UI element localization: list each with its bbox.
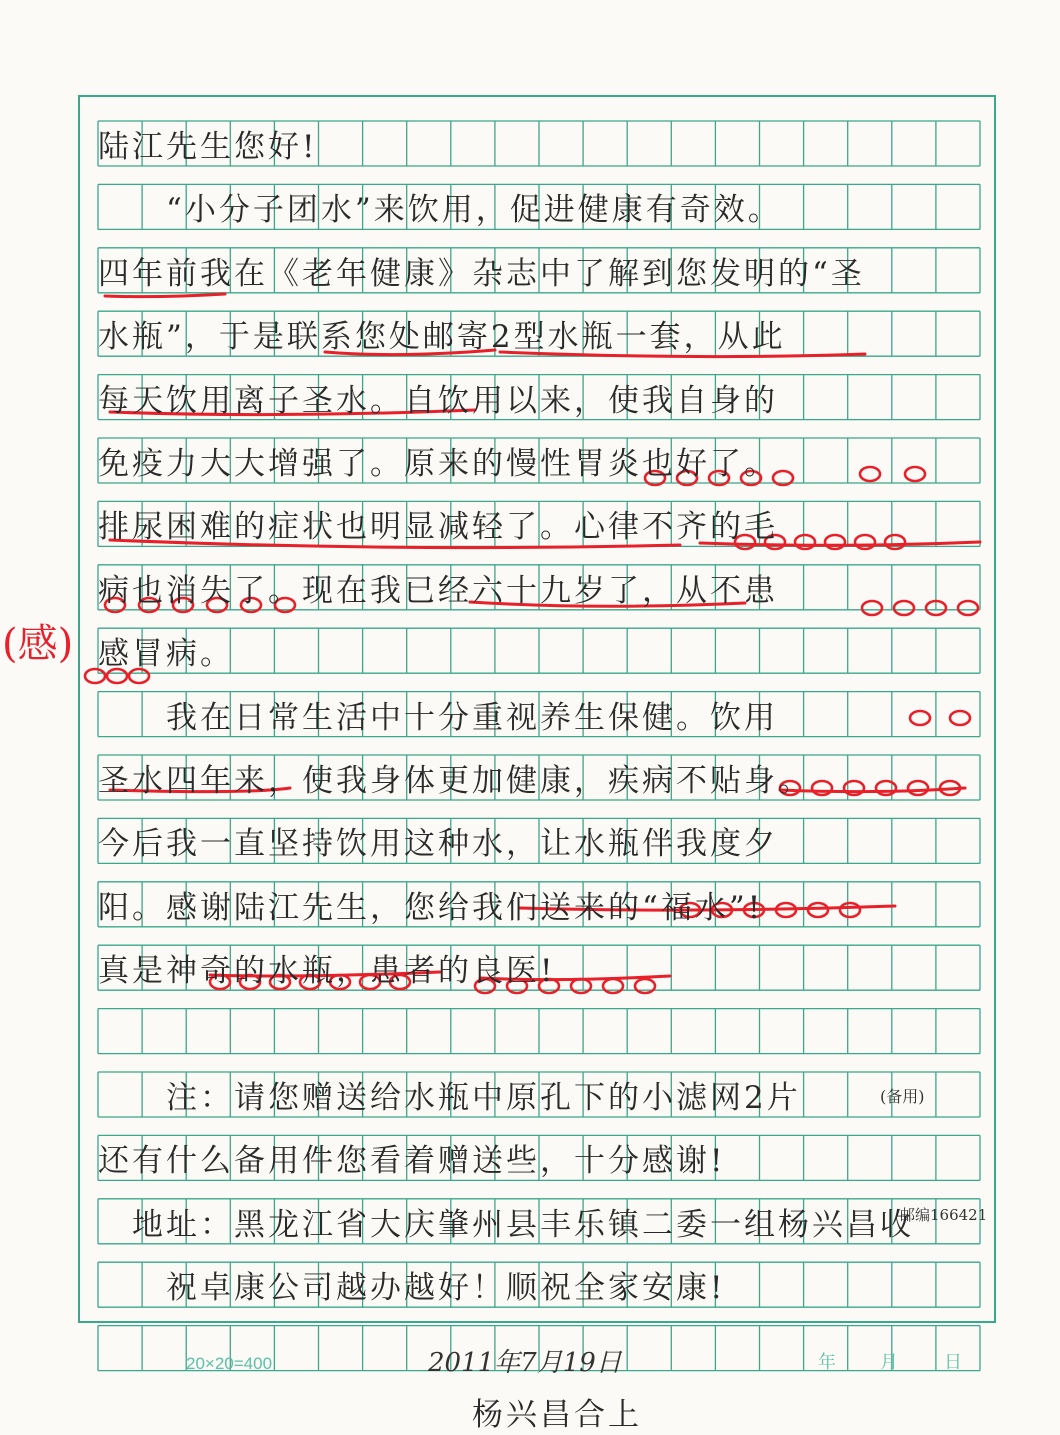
letter-line-15 bbox=[98, 1015, 978, 1055]
letter-line-4: 水瓶”，于是联系您处邮寄2型水瓶一套，从此 bbox=[98, 319, 786, 356]
letter-line-21: 杨兴昌合上 bbox=[98, 1397, 642, 1433]
letter-line-1: 陆江先生您好! bbox=[98, 129, 318, 165]
letter-line-14: 真是神奇的水瓶，患者的良医! bbox=[98, 953, 556, 990]
margin-correction-close: ) bbox=[57, 621, 74, 667]
letter-line-17: 还有什么备用件您看着赠送些，十分感谢! bbox=[98, 1143, 726, 1180]
letter-line-11: 圣水四年来，使我身体更加健康，疾病不贴身。 bbox=[98, 763, 812, 799]
grid-size-label: 20×20=400 bbox=[186, 1354, 273, 1373]
letter-line-19: 祝卓康公司越办越好！顺祝全家安康! bbox=[98, 1270, 726, 1307]
postcode: 邮编166421 bbox=[900, 1206, 988, 1224]
letter-line-5: 每天饮用离子圣水。自饮用以来，使我自身的 bbox=[98, 382, 778, 419]
date-month-label: 月 bbox=[880, 1352, 898, 1372]
margin-correction-char: 感 bbox=[17, 621, 58, 667]
letter-line-10: 我在日常生活中十分重视养生保健。饮用 bbox=[98, 699, 778, 736]
letter-line-2: “小分子团水”来饮用，促进健康有奇效。 bbox=[98, 192, 782, 229]
letter-line-13: 阳。感谢陆江先生，您给我们送来的“福水”! bbox=[98, 889, 764, 926]
letter-line-9: 感冒病。 bbox=[98, 636, 234, 673]
letter-line-6: 免疫力大大增强了。原来的慢性胃炎也好了。 bbox=[98, 446, 778, 482]
letter-line-12: 今后我一直坚持饮用这种水，让水瓶伴我度夕 bbox=[98, 826, 778, 863]
letter-line-18: 地址：黑龙江省大庆肇州县丰乐镇二委一组杨兴昌收 bbox=[98, 1206, 914, 1243]
date-day-label: 日 bbox=[944, 1352, 962, 1372]
date-year-label: 年 bbox=[818, 1352, 836, 1372]
note-spare: (备用) bbox=[880, 1087, 925, 1106]
letter-line-3: 四年前我在《老年健康》杂志中了解到您发明的“圣 bbox=[98, 255, 865, 292]
letter-line-7: 排尿困难的症状也明显减轻了。心律不齐的毛 bbox=[98, 509, 778, 546]
margin-correction-open: ( bbox=[2, 621, 18, 667]
letter-line-8: 病也消失了。现在我已经六十九岁了，从不患 bbox=[98, 572, 778, 609]
margin-correction-mark bbox=[2, 612, 73, 669]
written-date: 2011年7月19日 bbox=[428, 1348, 622, 1378]
letter-line-16: 注：请您赠送给水瓶中原孔下的小滤网2片 bbox=[98, 1080, 801, 1116]
